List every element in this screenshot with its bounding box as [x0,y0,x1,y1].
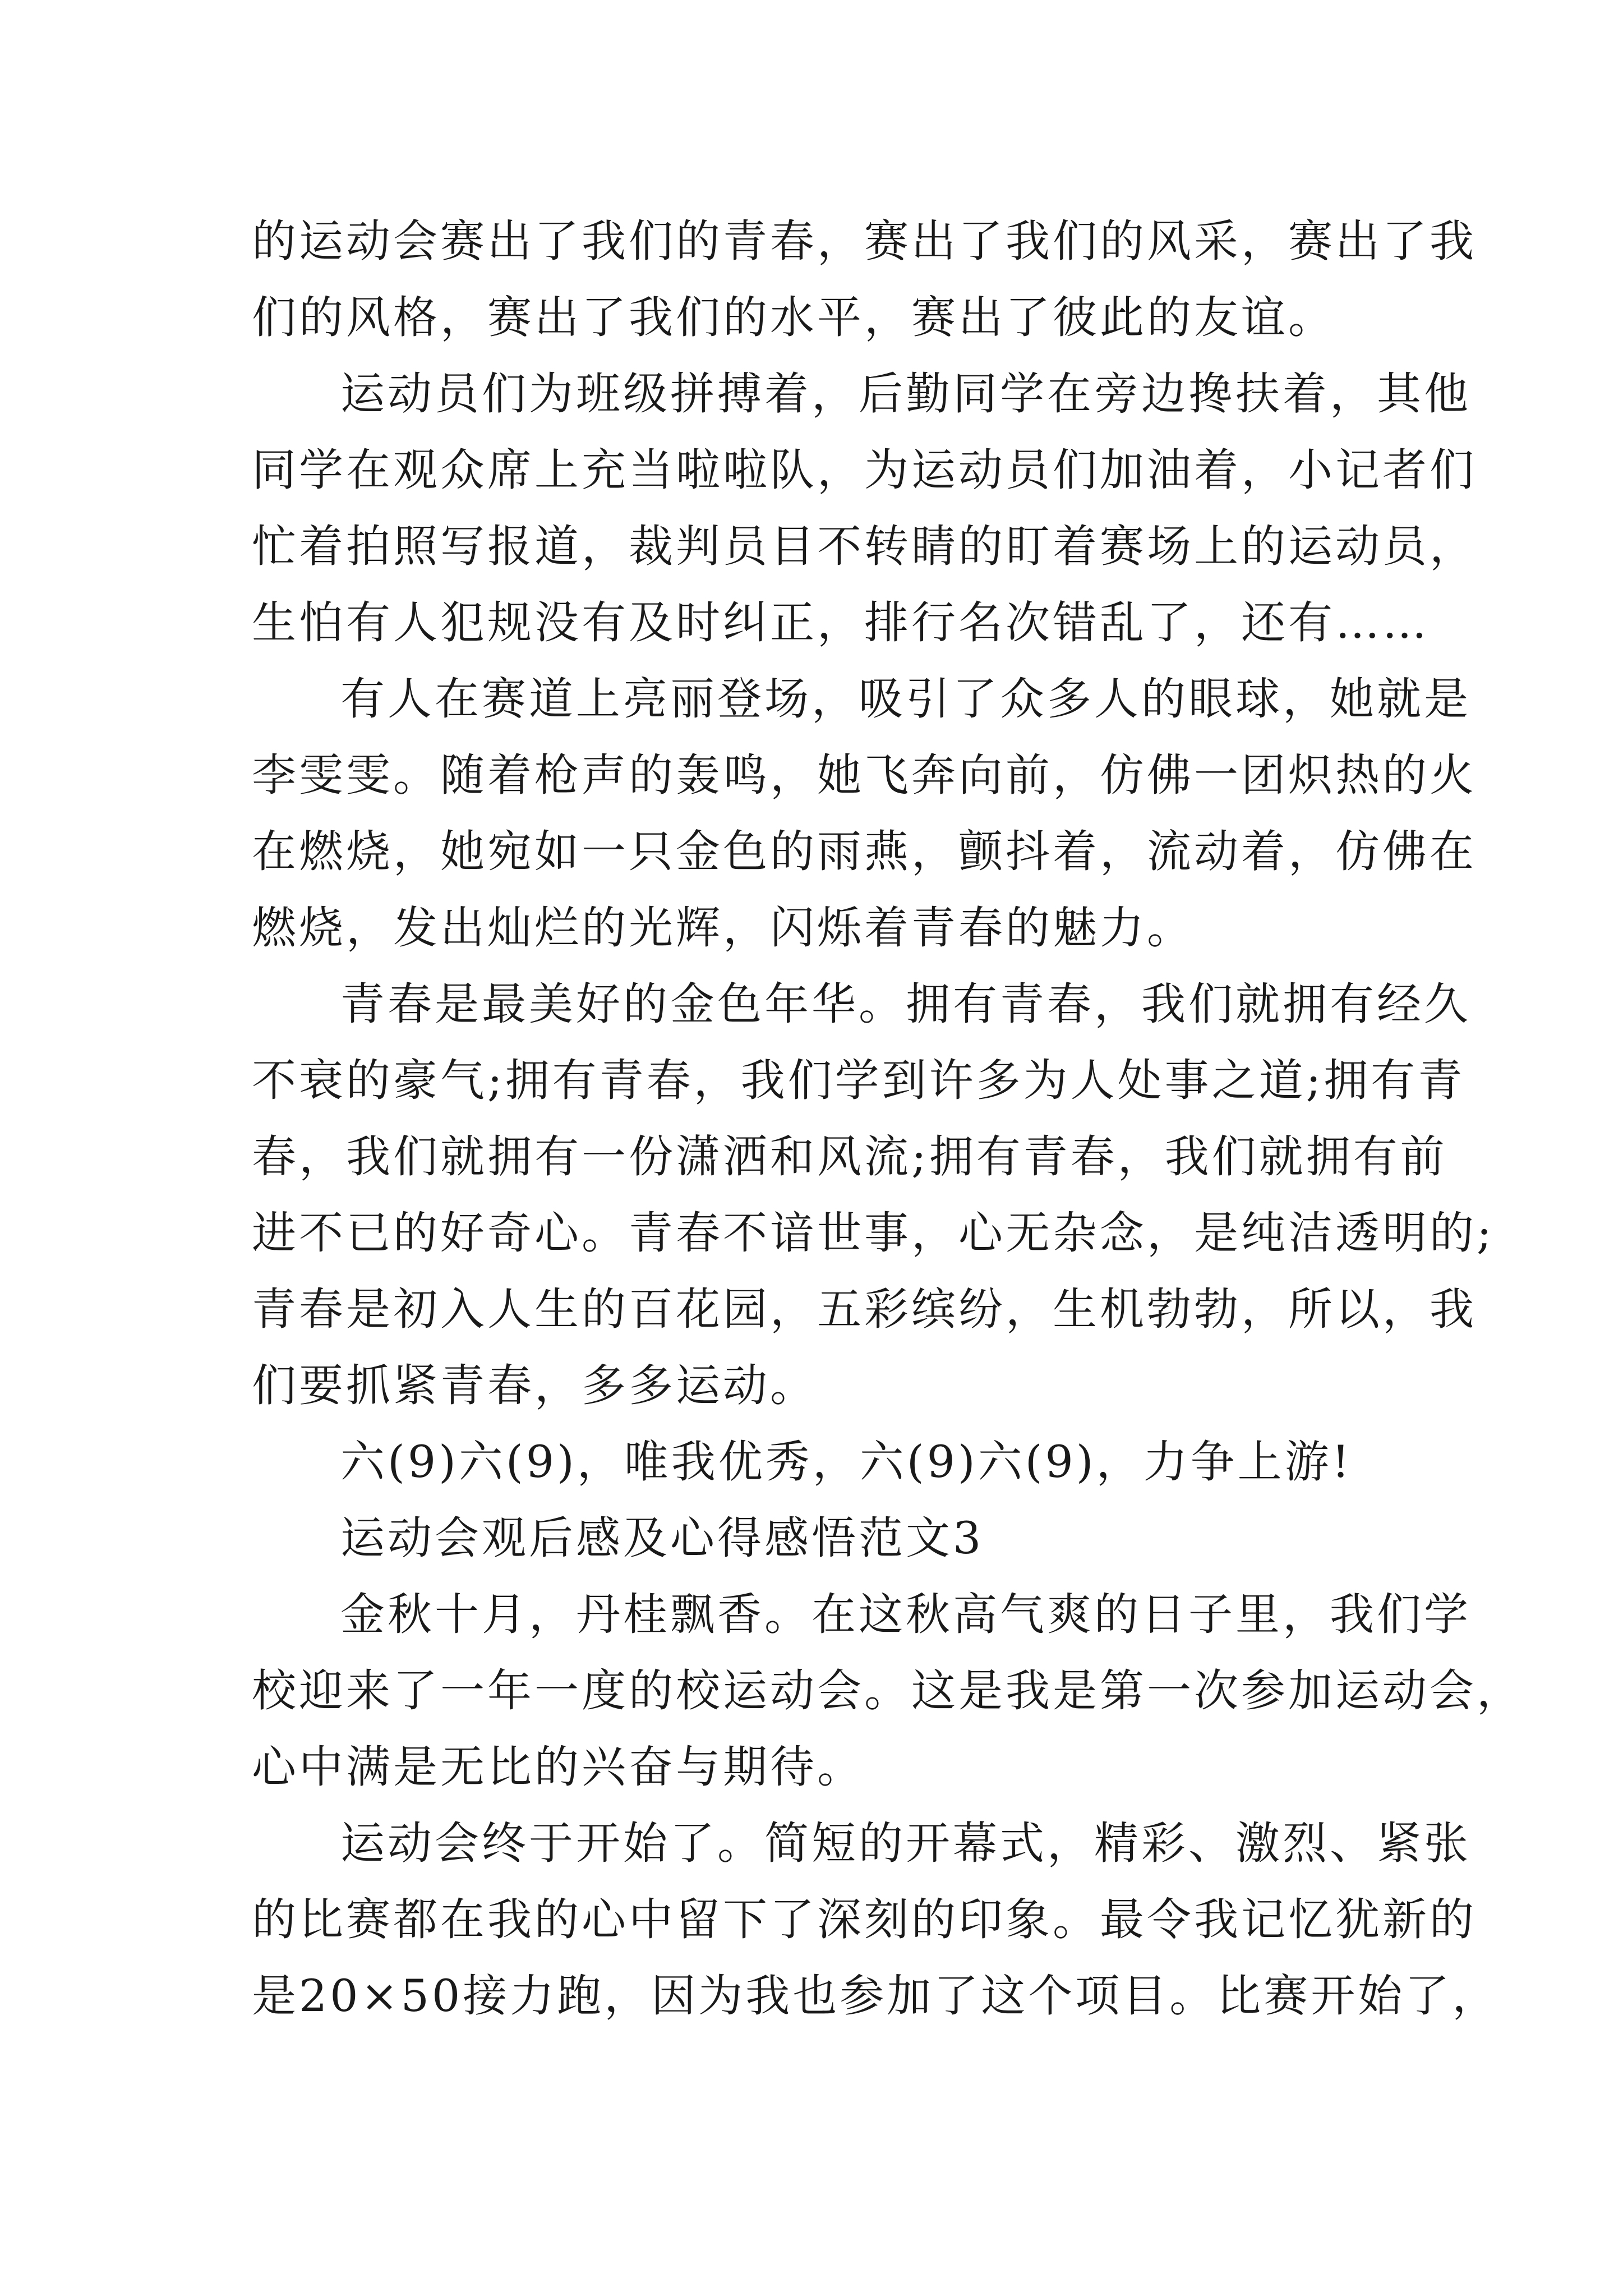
text-line: 校迎来了一年一度的校运动会。这是我是第一次参加运动会， [252,1665,1524,1717]
text-line: 燃烧，发出灿烂的光辉，闪烁着青春的魅力。 [252,902,1194,954]
slogan-line: 六(9)六(9)，唯我优秀，六(9)六(9)，力争上游! [340,1436,1353,1488]
text-line: 青春是初入人生的百花园，五彩缤纷，生机勃勃，所以，我 [252,1283,1477,1335]
paragraph-start-line: 运动会终于开始了。简短的开幕式，精彩、激烈、紧张 [340,1818,1471,1869]
paragraph-start-line: 金秋十月，丹桂飘香。在这秋高气爽的日子里，我们学 [340,1589,1471,1640]
text-line: 的运动会赛出了我们的青春，赛出了我们的风采，赛出了我 [252,215,1477,267]
document-body [252,203,1524,2034]
text-line: 们的风格，赛出了我们的水平，赛出了彼此的友谊。 [252,292,1335,343]
text-line: 心中满是无比的兴奋与期待。 [252,1741,864,1793]
paragraph-start-line: 运动员们为班级拼搏着，后勤同学在旁边搀扶着，其他 [340,368,1471,420]
text-line: 是20×50接力跑，因为我也参加了这个项目。比赛开始了， [252,1970,1500,2022]
text-line: 生怕有人犯规没有及时纠正，排行名次错乱了，还有…… [252,597,1430,648]
text-line: 们要抓紧青春，多多运动。 [252,1360,817,1411]
section-heading: 运动会观后感及心得感悟范文3 [340,1512,984,1564]
text-line: 不衰的豪气;拥有青春，我们学到许多为人处事之道;拥有青 [252,1055,1465,1106]
paragraph-start-line: 青春是最美好的金色年华。拥有青春，我们就拥有经久 [340,978,1471,1030]
text-line: 同学在观众席上充当啦啦队，为运动员们加油着，小记者们 [252,444,1477,496]
text-line: 在燃烧，她宛如一只金色的雨燕，颤抖着，流动着，仿佛在 [252,826,1477,877]
text-line: 忙着拍照写报道，裁判员目不转睛的盯着赛场上的运动员， [252,521,1477,572]
text-line: 进不已的好奇心。青春不谙世事，心无杂念，是纯洁透明的; [252,1207,1495,1259]
text-line: 春，我们就拥有一份潇洒和风流;拥有青春，我们就拥有前 [252,1131,1447,1182]
paragraph-start-line: 有人在赛道上亮丽登场，吸引了众多人的眼球，她就是 [340,673,1471,725]
text-line: 的比赛都在我的心中留下了深刻的印象。最令我记忆犹新的 [252,1894,1477,1945]
text-line: 李雯雯。随着枪声的轰鸣，她飞奔向前，仿佛一团炽热的火 [252,749,1477,801]
